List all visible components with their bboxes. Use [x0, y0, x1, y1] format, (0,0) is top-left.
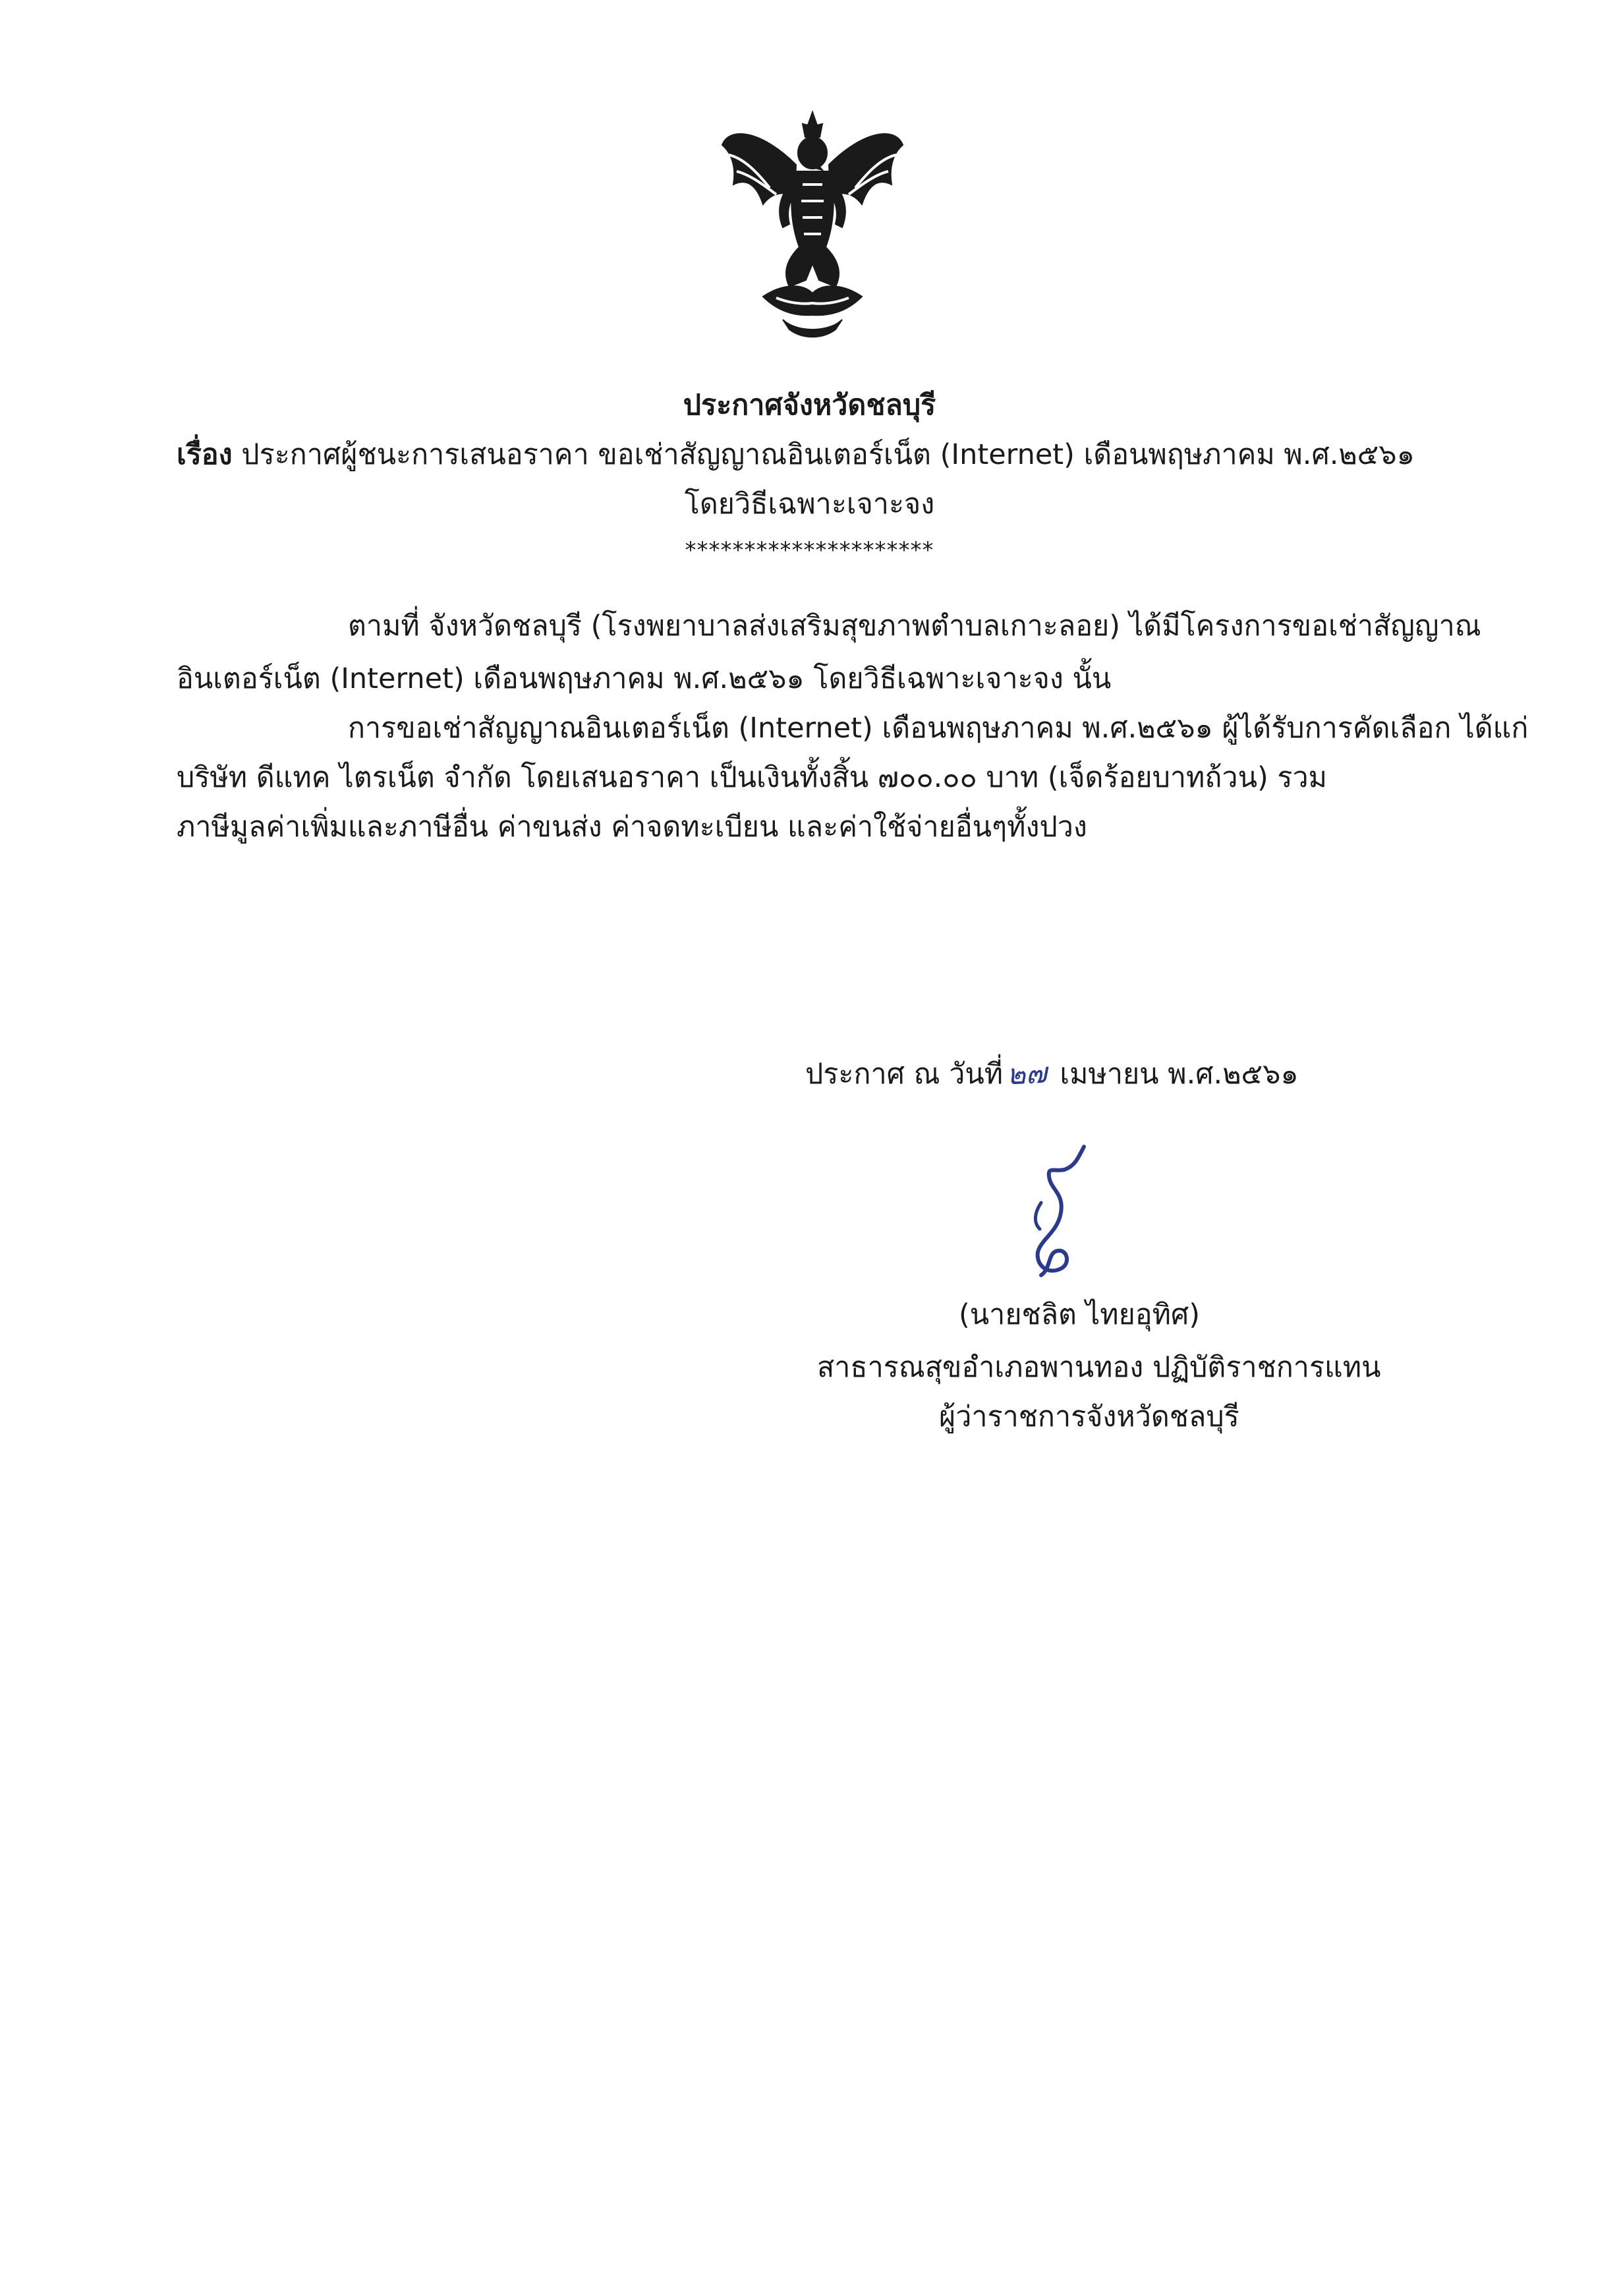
separator: ********************* — [685, 537, 934, 563]
document-title: ประกาศจังหวัดชลบุรี — [683, 389, 936, 422]
announcement-suffix: เมษายน พ.ศ.๒๕๖๑ — [1050, 1058, 1299, 1091]
handwritten-day: ๒๗ — [1006, 1056, 1048, 1092]
signatory-name: (นายชลิต ไทยอุทิศ) — [959, 1298, 1201, 1331]
announcement-date — [805, 1054, 1299, 1094]
paragraph-2-line-3: ภาษีมูลค่าเพิ่มและภาษีอื่น ค่าขนส่ง ค่าจดทะเบียน และค่าใช้จ่ายอื่นๆทั้งปวง — [177, 811, 1087, 844]
signatory-position-line-2: ผู้ว่าราชการจังหวัดชลบุรี — [939, 1400, 1239, 1433]
paragraph-1-line-2: อินเตอร์เน็ต (Internet) เดือนพฤษภาคม พ.ศ.๒๕๖๑ โดยวิธีเฉพาะเจาะจง นั้น — [177, 662, 1112, 695]
paragraph-1-line-1: ตามที่ จังหวัดชลบุรี (โรงพยาบาลส่งเสริมสุขภาพตำบลเกาะลอย) ได้มีโครงการขอเช่าสัญญาณ — [348, 610, 1481, 643]
subject-label: เรื่อง — [177, 438, 233, 471]
signatory-position-line-1: สาธารณสุขอำเภอพานทอง ปฏิบัติราชการแทน — [817, 1351, 1381, 1384]
subject-line — [177, 435, 1415, 474]
subject-method: โดยวิธีเฉพาะเจาะจง — [684, 488, 935, 521]
announcement-prefix: ประกาศ ณ วันที่ — [805, 1058, 1004, 1091]
handwritten-signature — [1002, 1140, 1107, 1292]
paragraph-2-line-1: การขอเช่าสัญญาณอินเตอร์เน็ต (Internet) เดือนพฤษภาคม พ.ศ.๒๕๖๑ ผู้ได้รับการคัดเลือก ได้แก่ — [348, 712, 1529, 745]
garuda-emblem-icon — [717, 105, 908, 343]
paragraph-2-line-2: บริษัท ดีแทค ไตรเน็ต จำกัด โดยเสนอราคา เป็นเงินทั้งสิ้น ๗๐๐.๐๐ บาท (เจ็ดร้อยบาทถ้วน) รวม — [177, 761, 1327, 794]
subject-text: ประกาศผู้ชนะการเสนอราคา ขอเช่าสัญญาณอินเตอร์เน็ต (Internet) เดือนพฤษภาคม พ.ศ.๒๕๖๑ — [241, 438, 1415, 471]
